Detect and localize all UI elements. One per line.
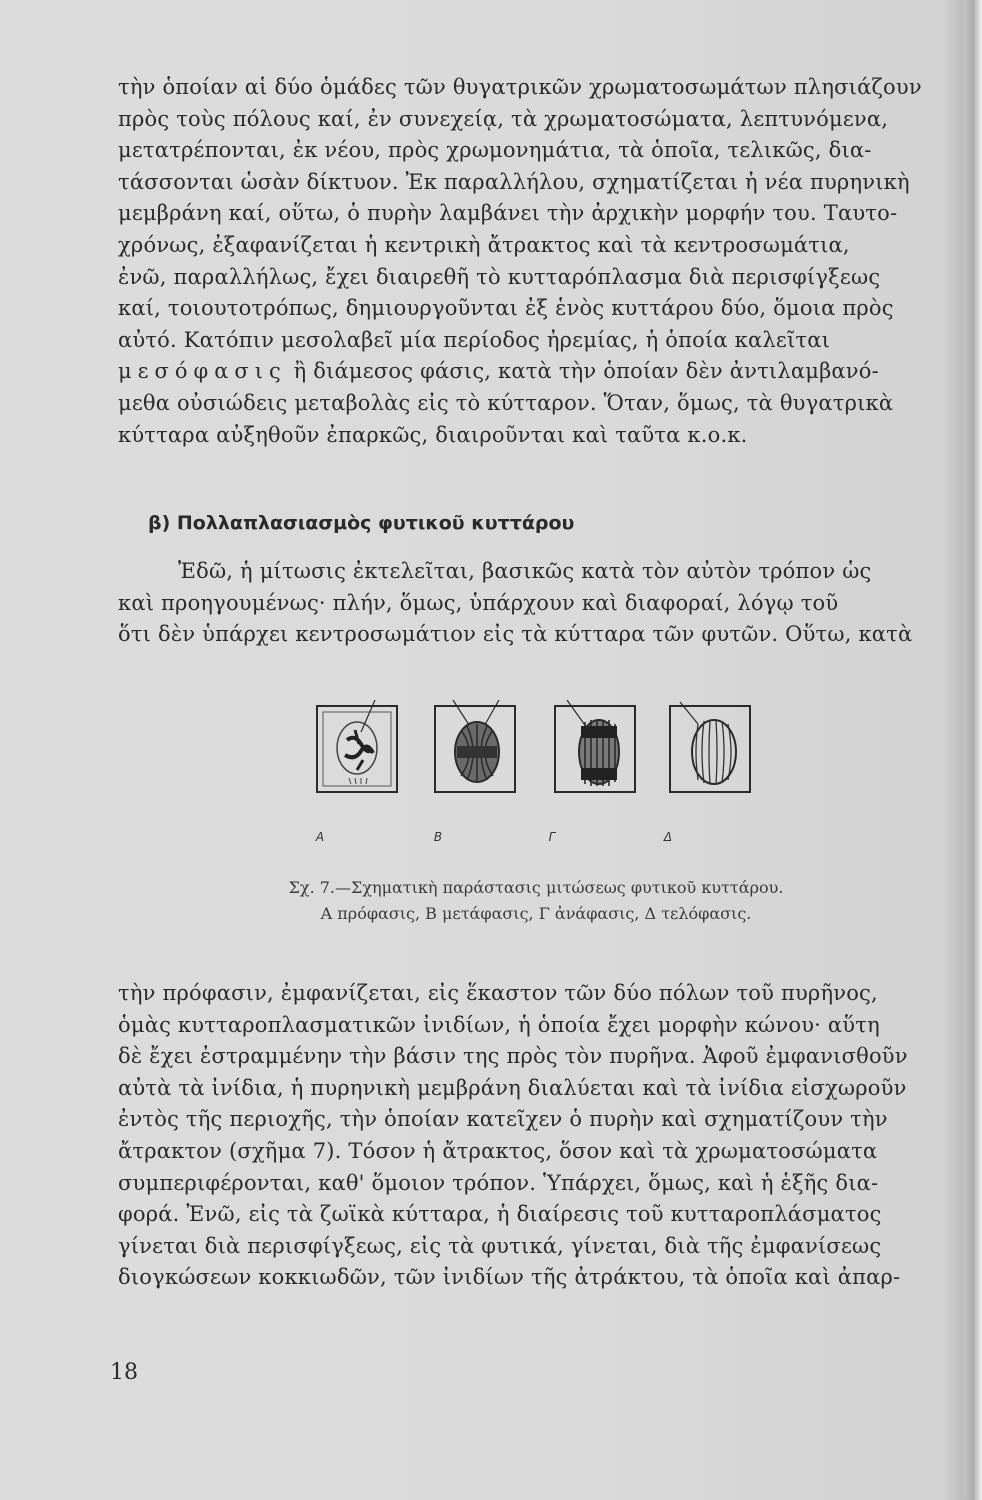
mitosis-figure [310, 690, 760, 860]
text-line: διογκώσεων κοκκιωδῶν, τῶν ἰνιδίων τῆς ἀτράκτου, τὰ ὁποῖα καὶ ἀπαρ- [118, 1265, 901, 1290]
text-line: αὐτὰ τὰ ἰνίδια, ἡ πυρηνικὴ μεμβράνη διαλύεται καὶ τὰ ἰνίδια εἰσχωροῦν [118, 1075, 907, 1100]
text-line: ὁμὰς κυτταροπλασματικῶν ἰνιδίων, ἡ ὁποία ἔχει μορφὴν κώνου· αὕτη [118, 1012, 880, 1037]
text-line-rest: ἢ διάμεσος φάσις, κατὰ τὴν ὁποίαν δὲν ἀντιλαμβανό- [286, 359, 879, 384]
text-line: συμπεριφέρονται, καθ' ὅμοιον τρόπον. Ὑπάρχει, ὅμως, καὶ ἡ ἑξῆς δια- [118, 1170, 879, 1195]
text-line [118, 356, 950, 388]
text-line: αὐτό. Κατόπιν μεσολαβεῖ μία περίοδος ἠρεμίας, ἡ ὁποία καλεῖται [118, 327, 831, 352]
text-line: ὅτι δὲν ὑπάρχει κεντροσωμάτιον εἰς τὰ κύτταρα τῶν φυτῶν. Οὕτω, κατὰ [118, 622, 913, 647]
paragraph-3 [118, 978, 950, 1294]
paragraph-2 [118, 556, 950, 651]
text-line: κύτταρα αὐξηθοῦν ἐπαρκῶς, διαιροῦνται καὶ ταῦτα κ.ο.κ. [118, 422, 748, 447]
text-line: μεθα οὐσιώδεις μεταβολὰς εἰς τὸ κύτταρον. Ὅταν, ὅμως, τὰ θυγατρικὰ [118, 390, 894, 415]
section-heading: β) Πολλαπλασιασμὸς φυτικοῦ κυττάρου [148, 512, 575, 534]
telophase-diagram [668, 700, 753, 795]
text-line: Ἐδῶ, ἡ μίτωσις ἐκτελεῖται, βασικῶς κατὰ τὸν αὐτὸν τρόπον ὡς [178, 559, 872, 583]
text-line: χρόνως, ἐξαφανίζεται ἡ κεντρικὴ ἄτρακτος καὶ τὰ κεντροσωμάτια, [118, 232, 850, 257]
text-line: τὴν πρόφασιν, ἐμφανίζεται, εἰς ἕκαστον τῶν δύο πόλων τοῦ πυρῆνος, [118, 981, 878, 1005]
figure-label-g: Γ [548, 830, 556, 844]
text-line: καί, τοιουτοτρόπως, δημιουργοῦνται ἐξ ἑνὸς κυττάρου δύο, ὅμοια πρὸς [118, 296, 894, 321]
figure-label-b: B [433, 830, 443, 844]
page-edge-shadow [964, 0, 982, 1500]
text-line: ἐνῶ, παραλλήλως, ἔχει διαιρεθῆ τὸ κυτταρόπλασμα διὰ περισφίγξεως [118, 264, 881, 289]
text-line: πρὸς τοὺς πόλους καί, ἐν συνεχείᾳ, τὰ χρωματοσώματα, λεπτυνόμενα, [118, 106, 889, 131]
text-line: καὶ προηγουμένως· πλήν, ὅμως, ὑπάρχουν καὶ διαφοραί, λόγῳ τοῦ [118, 590, 839, 615]
text-line: μετατρέπονται, ἐκ νέου, πρὸς χρωμονημάτια, τὰ ὁποῖα, τελικῶς, δια- [118, 138, 872, 163]
text-line: ἄτρακτον (σχῆμα 7). Τόσον ἡ ἄτρακτος, ὅσον καὶ τὰ χρωματοσώματα [118, 1138, 878, 1163]
text-line: μεμβράνη καί, οὕτω, ὁ πυρὴν λαμβάνει τὴν ἀρχικὴν μορφήν του. Ταυτο- [118, 201, 898, 226]
text-line: φορά. Ἐνῶ, εἰς τὰ ζωϊκὰ κύτταρα, ἡ διαίρεσις τοῦ κυτταροπλάσματος [118, 1202, 882, 1227]
figure-caption-legend: Α πρόφασις, Β μετάφασις, Γ ἀνάφασις, Δ τελόφασις. [320, 904, 752, 923]
figure-label-a: A [315, 830, 325, 844]
page-number: 18 [110, 1360, 138, 1385]
text-line: δὲ ἔχει ἐστραμμένην τὴν βάσιν της πρὸς τὸν πυρῆνα. Ἀφοῦ ἐμφανισθοῦν [118, 1044, 908, 1069]
text-line: τὴν ὁποίαν αἱ δύο ὁμάδες τῶν θυγατρικῶν χρωματοσωμάτων πλησιάζουν [118, 75, 922, 99]
text-line: ἐντὸς τῆς περιοχῆς, τὴν ὁποίαν κατεῖχεν ὁ πυρὴν καὶ σχηματίζουν τὴν [118, 1107, 888, 1132]
metaphase-diagram [433, 700, 518, 795]
prophase-diagram [315, 700, 400, 795]
text-line: γίνεται διὰ περισφίγξεως, εἰς τὰ φυτικά, γίνεται, διὰ τῆς ἐμφανίσεως [118, 1233, 882, 1258]
paragraph-1 [118, 72, 950, 451]
text-line: τάσσονται ὡσὰν δίκτυον. Ἐκ παραλλήλου, σχηματίζεται ἡ νέα πυρηνικὴ [118, 169, 910, 194]
figure-label-d: Δ [663, 830, 673, 844]
figure-caption-title: Σχ. 7.—Σχηματικὴ παράστασις μιτώσεως φυτικοῦ κυττάρου. [288, 878, 784, 897]
anaphase-diagram [553, 700, 638, 795]
spaced-term: μεσόφασις [118, 359, 287, 384]
